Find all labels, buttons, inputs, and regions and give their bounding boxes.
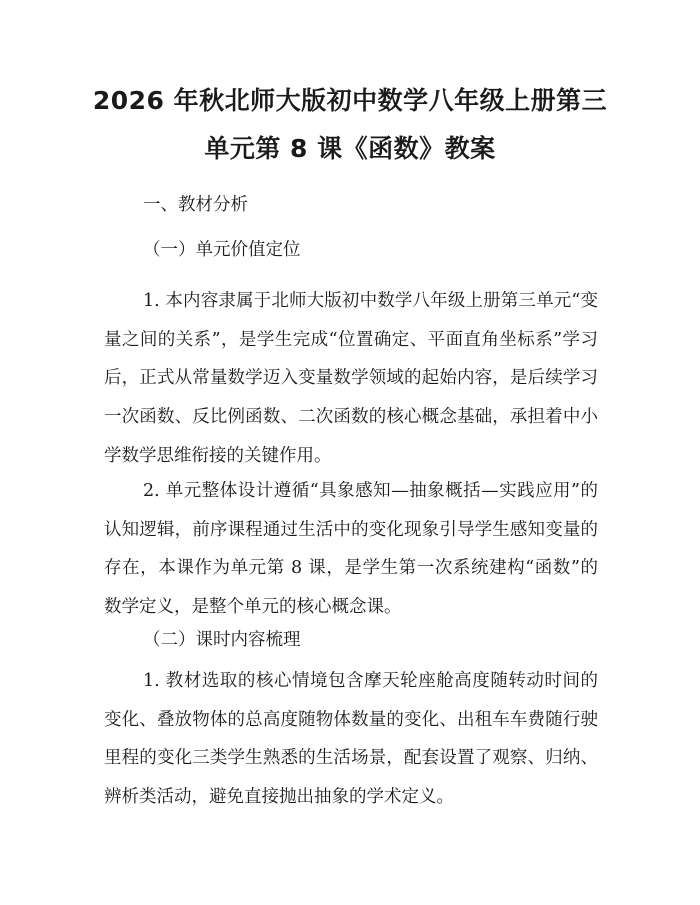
paragraph-lesson-scenarios: 1. 教材选取的核心情境包含摩天轮座舱高度随转动时间的变化、叠放物体的总高度随物体数量的变化、出租车车费随行驶里程的变化三类学生熟悉的生活场景，配套设置了观察、归纳、辨析类活动，避免直接抛出抽象的学术定义。: [104, 671, 598, 808]
paragraph-unit-design: 2. 单元整体设计遵循“具象感知—抽象概括—实践应用”的认知逻辑，前序课程通过生活中的变化现象引导学生感知变量的存在，本课作为单元第 8 课，是学生第一次系统建构“函数”的数学定义，是整个单元的核心概念课。: [104, 481, 598, 618]
document-title-line2: 单元第 8 课《函数》教案: [204, 134, 496, 163]
subsection-heading-lesson-content: （二）课时内容梳理: [143, 630, 301, 650]
section-heading-textbook-analysis: 一、教材分析: [143, 195, 248, 215]
paragraph-unit-position: 1. 本内容隶属于北师大版初中数学八年级上册第三单元“变量之间的关系”，是学生完成“位置确定、平面直角坐标系”学习后，正式从常量数学迈入变量数学领域的起始内容，是后续学习一次函数、反比例函数、二次函数的核心概念基础，承担着中小学数学思维衔接的关键作用。: [104, 291, 598, 466]
subsection-heading-unit-value: （一）单元价值定位: [143, 240, 301, 260]
document-title-line1: 2026 年秋北师大版初中数学八年级上册第三: [92, 86, 608, 115]
